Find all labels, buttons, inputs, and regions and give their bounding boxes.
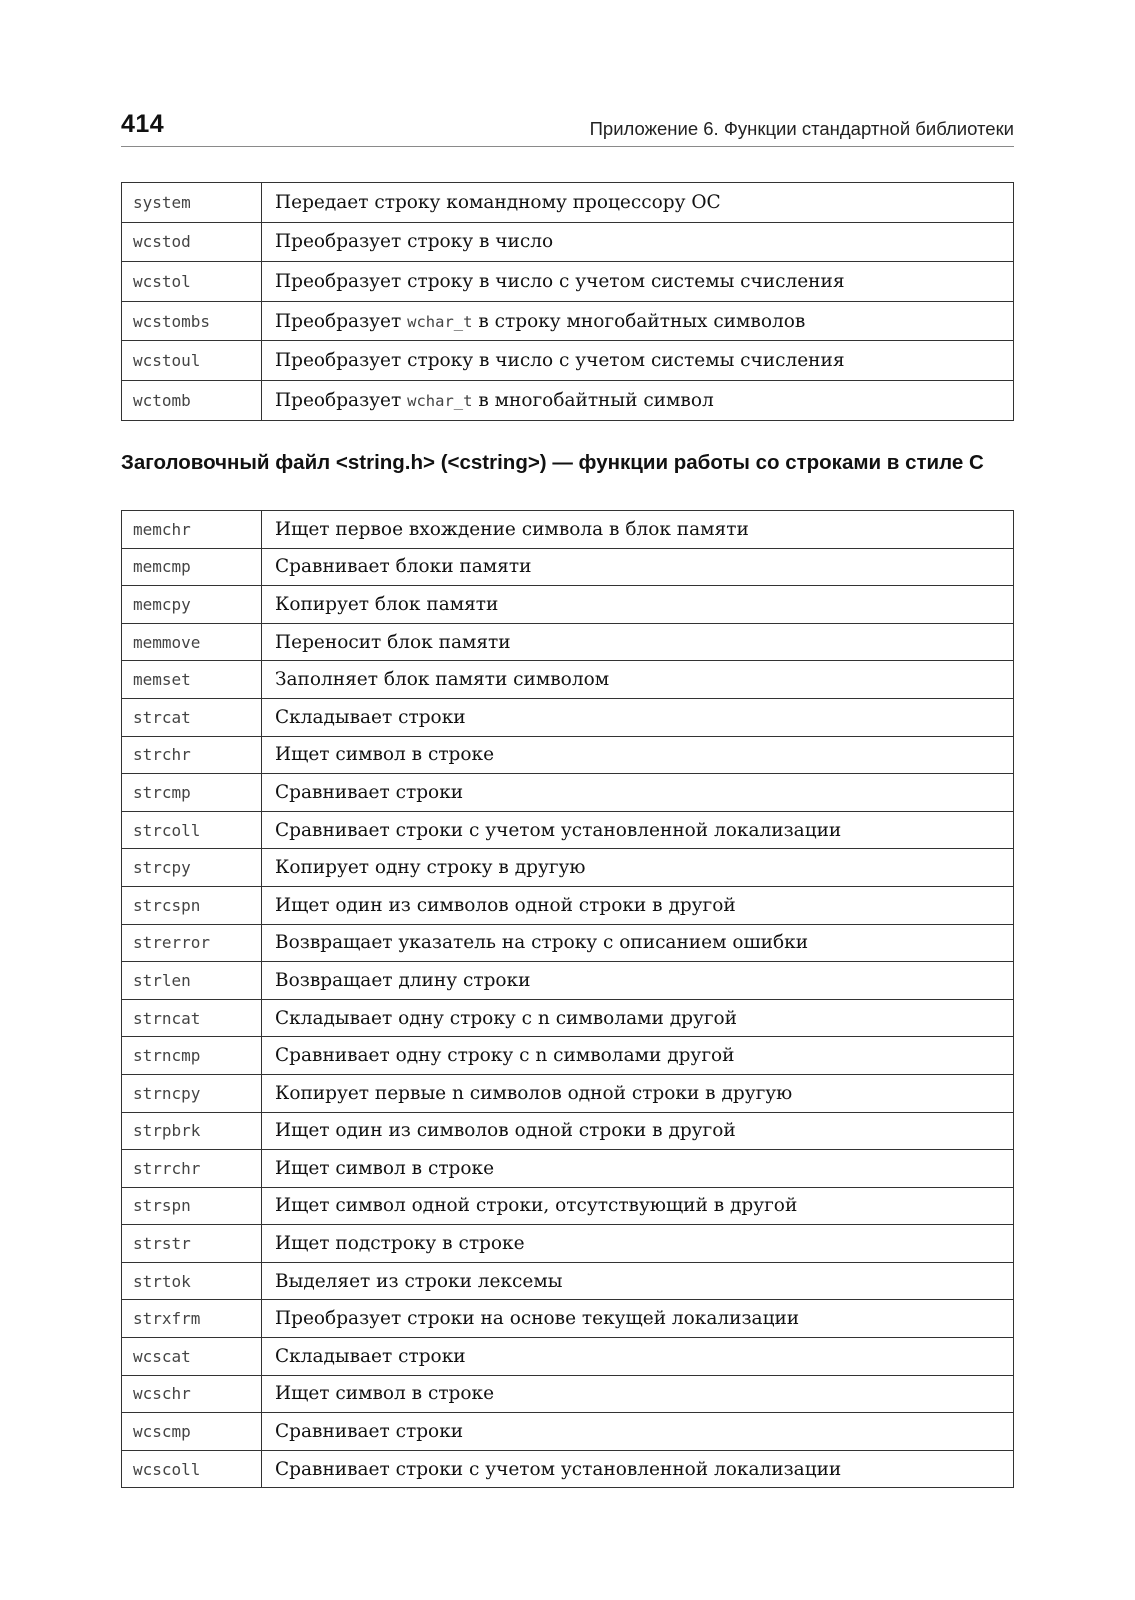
table-row: [122, 1225, 1014, 1263]
function-name: wcstol: [122, 262, 262, 302]
description-text: Преобразует: [275, 310, 408, 332]
table-row: [122, 661, 1014, 699]
table-row: [122, 1187, 1014, 1225]
table-row: [122, 380, 1014, 420]
function-description: Ищет подстроку в строке: [262, 1225, 1014, 1263]
table-row: [122, 1112, 1014, 1150]
function-description: Складывает строки: [262, 1338, 1014, 1376]
function-name: strspn: [122, 1187, 262, 1225]
function-description: Сравнивает строки: [262, 774, 1014, 812]
function-description: [262, 301, 1014, 341]
function-description: Выделяет из строки лексемы: [262, 1262, 1014, 1300]
function-name: memmove: [122, 623, 262, 661]
inline-code: wchar_t: [407, 391, 473, 410]
running-title: Приложение 6. Функции стандартной библиотеки: [589, 118, 1014, 139]
table-row: [122, 698, 1014, 736]
function-description: Сравнивает строки с учетом установленной локализации: [262, 811, 1014, 849]
description-text: в многобайтный символ: [472, 389, 714, 411]
function-description: Сравнивает блоки памяти: [262, 548, 1014, 586]
function-name: wctomb: [122, 380, 262, 420]
function-description: Копирует блок памяти: [262, 586, 1014, 624]
function-description: Возвращает указатель на строку с описанием ошибки: [262, 924, 1014, 962]
table-row: [122, 1338, 1014, 1376]
functions-table-stdlib: [121, 182, 1014, 421]
table-row: [122, 774, 1014, 812]
inline-code: wchar_t: [407, 312, 473, 331]
function-name: strlen: [122, 962, 262, 1000]
function-description: Копирует первые n символов одной строки в другую: [262, 1074, 1014, 1112]
table-row: [122, 1262, 1014, 1300]
table-row: [122, 183, 1014, 223]
function-name: system: [122, 183, 262, 223]
table-row: [122, 1300, 1014, 1338]
table-row: [122, 924, 1014, 962]
function-name: strcmp: [122, 774, 262, 812]
function-name: strncmp: [122, 1037, 262, 1075]
table-row: [122, 962, 1014, 1000]
function-description: Ищет символ в строке: [262, 1375, 1014, 1413]
function-description: Заполняет блок памяти символом: [262, 661, 1014, 699]
description-text: Преобразует: [275, 389, 408, 411]
section-heading: Заголовочный файл <string.h> (<cstring>) — функции работы со строками в стиле С: [121, 451, 984, 474]
function-description: Возвращает длину строки: [262, 962, 1014, 1000]
function-description: [262, 380, 1014, 420]
table-row: [122, 1413, 1014, 1451]
function-description: Передает строку командному процессору ОС: [262, 183, 1014, 223]
table-row: [122, 811, 1014, 849]
function-name: strerror: [122, 924, 262, 962]
function-description: Преобразует строку в число с учетом системы счисления: [262, 341, 1014, 381]
function-description: Ищет один из символов одной строки в другой: [262, 886, 1014, 924]
function-description: Сравнивает строки с учетом установленной локализации: [262, 1450, 1014, 1488]
table-row: [122, 623, 1014, 661]
function-description: Преобразует строки на основе текущей локализации: [262, 1300, 1014, 1338]
table-row: [122, 886, 1014, 924]
function-description: Переносит блок памяти: [262, 623, 1014, 661]
table-row: [122, 1037, 1014, 1075]
functions-table-string: [121, 510, 1014, 1488]
function-description: Ищет символ одной строки, отсутствующий в другой: [262, 1187, 1014, 1225]
table-row: [122, 548, 1014, 586]
function-description: Ищет символ в строке: [262, 736, 1014, 774]
function-name: strstr: [122, 1225, 262, 1263]
function-name: strncat: [122, 999, 262, 1037]
page-header: [121, 108, 1014, 147]
function-name: memset: [122, 661, 262, 699]
table-row: [122, 736, 1014, 774]
function-name: strxfrm: [122, 1300, 262, 1338]
function-name: strcat: [122, 698, 262, 736]
function-name: wcscmp: [122, 1413, 262, 1451]
function-description: Складывает строки: [262, 698, 1014, 736]
table-row: [122, 849, 1014, 887]
function-name: memcpy: [122, 586, 262, 624]
function-description: Ищет первое вхождение символа в блок памяти: [262, 511, 1014, 549]
function-name: strcoll: [122, 811, 262, 849]
function-name: wcschr: [122, 1375, 262, 1413]
function-name: strcpy: [122, 849, 262, 887]
function-description: Складывает одну строку с n символами другой: [262, 999, 1014, 1037]
table-row: [122, 301, 1014, 341]
function-name: wcstombs: [122, 301, 262, 341]
table-row: [122, 262, 1014, 302]
function-name: wcscoll: [122, 1450, 262, 1488]
function-description: Преобразует строку в число с учетом системы счисления: [262, 262, 1014, 302]
page-number: 414: [121, 110, 165, 138]
description-text: в строку многобайтных символов: [472, 310, 806, 332]
table-body: [122, 511, 1014, 1488]
table-row: [122, 222, 1014, 262]
function-name: strpbrk: [122, 1112, 262, 1150]
function-description: Ищет символ в строке: [262, 1150, 1014, 1188]
function-name: wcstod: [122, 222, 262, 262]
table-row: [122, 511, 1014, 549]
table-row: [122, 1375, 1014, 1413]
function-description: Сравнивает строки: [262, 1413, 1014, 1451]
function-name: strtok: [122, 1262, 262, 1300]
function-name: strchr: [122, 736, 262, 774]
function-name: wcscat: [122, 1338, 262, 1376]
table-row: [122, 1074, 1014, 1112]
function-name: wcstoul: [122, 341, 262, 381]
function-description: Сравнивает одну строку с n символами другой: [262, 1037, 1014, 1075]
table-row: [122, 1450, 1014, 1488]
function-name: memchr: [122, 511, 262, 549]
function-name: strrchr: [122, 1150, 262, 1188]
table-row: [122, 586, 1014, 624]
table-row: [122, 999, 1014, 1037]
function-description: Ищет один из символов одной строки в другой: [262, 1112, 1014, 1150]
function-name: strncpy: [122, 1074, 262, 1112]
function-description: Копирует одну строку в другую: [262, 849, 1014, 887]
table-row: [122, 1150, 1014, 1188]
function-description: Преобразует строку в число: [262, 222, 1014, 262]
table-row: [122, 341, 1014, 381]
function-name: memcmp: [122, 548, 262, 586]
function-name: strcspn: [122, 886, 262, 924]
